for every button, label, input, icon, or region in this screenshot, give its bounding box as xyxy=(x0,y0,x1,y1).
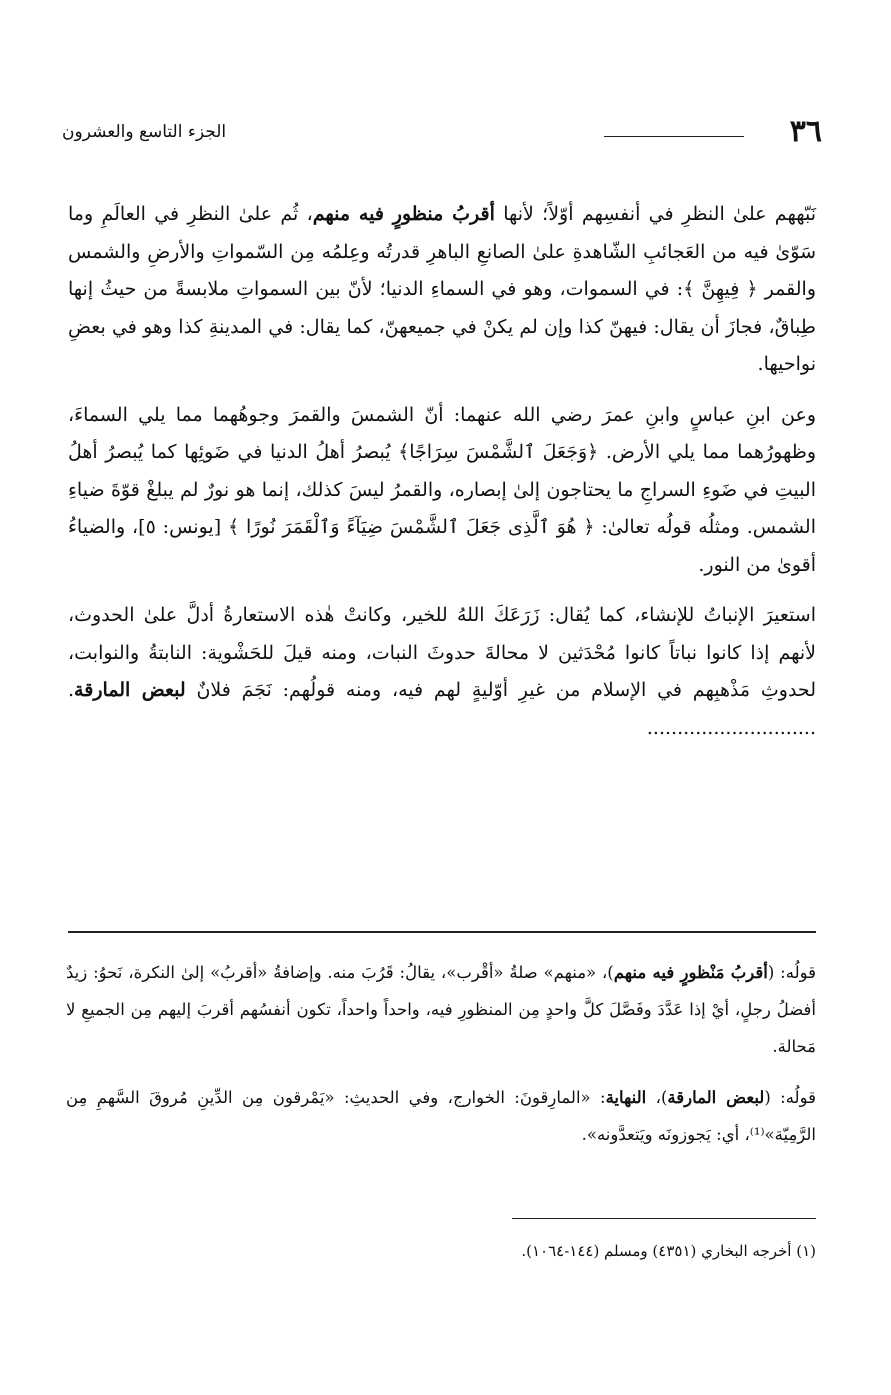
commentary-notes xyxy=(66,954,816,1167)
main-text xyxy=(68,196,816,760)
bold-phrase: أقربُ منظورٍ فيه منهم xyxy=(312,203,495,225)
text-segment: قولُه: ( xyxy=(764,1088,816,1107)
paragraph-2 xyxy=(68,397,816,585)
page-header xyxy=(62,112,822,152)
note-2 xyxy=(66,1079,816,1153)
bold-phrase: لبعض المارقة xyxy=(74,679,186,701)
text-segment: ، ثُم علىٰ النظرِ في العالَمِ وما سَوّىٰ فيه من العَجائبِ الشّاهدةِ علىٰ الصانعِ الباهرِ قدرتُه وعِلمُه مِن السّمواتِ والأرضِ والشمس والقمر ﴿ فِيهِنَّ ﴾: في السموات، وهو في السماءِ الدنيا؛ لأنّ بين السمواتِ ملابسةً من حيثُ إنها طِباقٌ، فجازَ أن يقال: فيهنّ كذا وإن لم يكنْ في جميعهنّ، كما يقال: في المدينةِ كذا وهو في بعضِ نواحيها. xyxy=(68,203,816,375)
text-segment: استعيرَ الإنباتُ للإنشاء، كما يُقال: زَرَعَكَ اللهُ للخير، وكانتْ هٰذه الاستعارةُ أدلَّ علىٰ الحدوث، لأنهم إذا كانوا نباتاً كانوا مُحْدَثين لا محالةَ حدوثَ النبات، ومنه قيلَ للحَشْوية: النابتةُ والنوابت، لحدوثِ مَذْهبِهم في الإسلام من غيرِ أوّليةٍ لهم فيه، ومنه قولُهم: نَجَمَ فلانٌ xyxy=(68,604,816,701)
note-1 xyxy=(66,954,816,1065)
header-rule xyxy=(604,136,744,137)
paragraph-3 xyxy=(68,597,816,747)
running-title: الجزء التاسع والعشرون xyxy=(62,122,227,142)
bold-phrase: النهاية xyxy=(605,1088,647,1107)
text-segment: قولُه: ( xyxy=(767,963,817,982)
paragraph-1 xyxy=(68,196,816,384)
text-segment: )، xyxy=(646,1088,668,1107)
text-segment: . ............................ xyxy=(68,679,816,739)
footnote-rule xyxy=(512,1218,816,1219)
footnote-text: (١) أخرجه البخاري (٤٣٥١) ومسلم (١٤٤-١٠٦٤). xyxy=(521,1242,816,1260)
text-segment: : «المارِقونَ: الخوارج، وفي الحديثِ: «يَمْرقون مِن الدِّينِ مُروقَ السَّهمِ مِن الرَّمِيّة»⁽¹⁾، أي: يَجوزونَه ويَتعدَّونه». xyxy=(66,1088,816,1144)
notes-separator xyxy=(68,931,816,933)
text-segment: )، «منهم» صلةُ «أقْرب»، يقالُ: قَرُبَ منه. وإضافةُ «أقربُ» إلىٰ النكرة، نَحوُ: زيدٌ أفضلُ رجلٍ، أيْ إذا عَدَّدَ وفَصَّلَ كلَّ واحدٍ مِن المنظورِ فيه، واحداً واحداً، تكون أنفسُهم أقربَ إليهم مِن الجميعِ لا مَحالة. xyxy=(66,963,816,1056)
text-segment: نَبّههم علىٰ النظرِ في أنفسِهم أوّلاً؛ لأنها xyxy=(494,203,816,225)
bold-phrase: لبعض المارقة xyxy=(667,1088,765,1107)
page-number: ٣٦ xyxy=(789,114,822,149)
footnote xyxy=(300,1236,816,1266)
bold-phrase: أقربُ مَنْظورٍ فيه منهم xyxy=(613,963,768,982)
text-segment: وعن ابنِ عباسٍ وابنِ عمرَ رضي الله عنهما: أنّ الشمسَ والقمرَ وجوهُهما مما يلي السماءَ، وظهورُهما مما يلي الأرض. ﴿وَجَعَلَ ٱلشَّمْسَ سِرَاجًا﴾ يُبصرُ أهلُ الدنيا في ضَوئِها كما يُبصرُ أهلُ البيتِ في ضَوءِ السراجِ ما يحتاجون إلىٰ إبصاره، والقمرُ ليسَ كذلك، إنما هو نورٌ لم يبلغْ قوّةَ ضياءِ الشمس. ومثلُه قولُه تعالىٰ: ﴿ هُوَ ٱلَّذِى جَعَلَ ٱلشَّمْسَ ضِيَآءً وَٱلْقَمَرَ نُورًا ﴾ [يونس: ٥]، والضياءُ أقوىٰ من النور. xyxy=(68,403,816,576)
